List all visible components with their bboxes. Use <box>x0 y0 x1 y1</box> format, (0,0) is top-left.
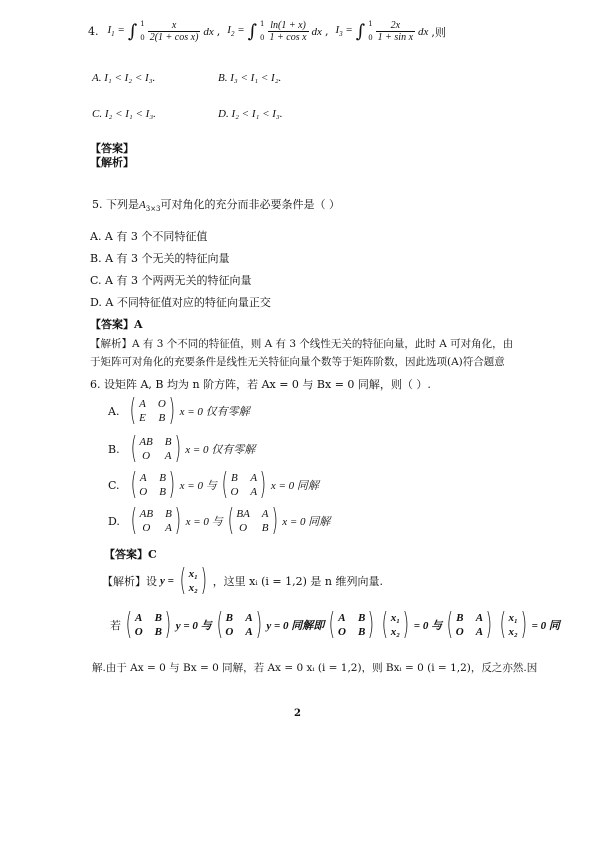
q6-option-d[interactable] <box>108 503 331 538</box>
q6-line2-t4: = 0 同 <box>531 620 560 632</box>
q6-option-d-mid: x = 0 与 <box>185 516 223 528</box>
vector: ( x₁ x₂ ) <box>381 607 410 642</box>
vector: ( x₁ x₂ ) <box>499 607 527 642</box>
q4-i1-limits: 1 0 <box>140 20 145 42</box>
q4-i2-limits: 1 0 <box>260 20 265 42</box>
q5-option-c[interactable]: C. A 有 3 个两两无关的特征向量 <box>90 274 252 287</box>
q4-answer: 【答案】 <box>90 142 134 155</box>
q6-option-b-label: B. <box>108 442 120 456</box>
q4-i1-sub: 1 <box>111 30 115 39</box>
q5-analysis-line1: 【解析】A 有 3 个不同的特征值，则 A 有 3 个线性无关的特征向量，此时 A 可对角化，由 <box>90 338 514 350</box>
q5-matrix-symbol: A <box>139 199 146 211</box>
q5-option-d[interactable]: D. A 不同特征值对应的特征向量正交 <box>90 296 271 309</box>
vector: ( x₁ x₂ ) <box>179 563 208 598</box>
matrix: ( A B O B ) <box>125 607 172 642</box>
q5-answer: 【答案】A <box>90 318 143 331</box>
q4-i3-limits: 1 0 <box>368 20 373 42</box>
q6-option-a-label: A. <box>108 404 120 418</box>
q4-number: 4. <box>88 25 99 38</box>
q6-line2-pre: 若 <box>110 619 121 632</box>
matrix: ( B A O A ) <box>216 607 262 642</box>
q5-option-b[interactable]: B. A 有 3 个无关的特征向量 <box>90 252 230 265</box>
q4-i3-label: I <box>335 24 340 37</box>
q4-option-d[interactable]: D. I₂ < I₁ < I₃. <box>218 108 283 120</box>
q4-i2-sub: 2 <box>230 30 235 39</box>
q6-line2-t1: y = 0 与 <box>175 620 212 632</box>
matrix: ( A B O B ) <box>130 467 176 502</box>
q5-stem-post: 可对角化的充分而非必要条件是（ ） <box>160 198 341 211</box>
q4-i1-fraction: $\frac{x}{\text{2(1 + cos x)}}$ <box>149 20 199 43</box>
integral-sign: ∫ <box>127 21 138 42</box>
q6-analysis-post: ，这里 xᵢ (i = 1,2) 是 n 维列向量. <box>212 575 383 588</box>
matrix: ( AB B O A ) <box>130 503 181 538</box>
page-number: 2 <box>294 708 301 719</box>
q4-analysis: 【解析】 <box>90 156 134 169</box>
q4-i1-label: I <box>107 24 112 37</box>
q6-option-a-text: x = 0 仅有零解 <box>179 406 250 418</box>
q6-option-a[interactable] <box>108 393 250 428</box>
q4-option-c[interactable]: C. I₂ < I₁ < I₃. <box>92 108 156 120</box>
q6-option-c[interactable] <box>108 467 319 502</box>
q5-analysis-line2: 于矩阵可对角化的充要条件是线性无关特征向量个数等于矩阵阶数，因此选项(A)符合题意 <box>90 356 505 368</box>
q6-stem: 6. 设矩阵 A, B 均为 n 阶方阵，若 Ax = 0 与 Bx = 0 同解，则（ ）. <box>90 378 431 391</box>
q6-line2-t2: y = 0 同解即 <box>266 620 325 632</box>
q4-i3-sub: 3 <box>339 30 343 39</box>
q6-option-c-text: x = 0 同解 <box>270 480 319 492</box>
q6-line2-t3: = 0 与 <box>413 620 443 632</box>
q4-option-b[interactable]: B. I₃ < I₁ < I₂. <box>218 72 282 84</box>
integral-sign: ∫ <box>247 21 258 42</box>
q6-analysis-line1 <box>102 563 383 598</box>
q4-i3-fraction: $\frac{2x}{\text{1 + sin x}}$ <box>377 20 414 43</box>
q5-option-a[interactable]: A. A 有 3 个不同特征值 <box>90 230 208 243</box>
matrix: ( BA A O B ) <box>227 503 278 538</box>
q4-i2-fraction: $\frac{\ln(1 + x)}{\text{1 + cos x}}$ <box>269 20 307 43</box>
q6-option-d-text: x = 0 同解 <box>282 516 331 528</box>
matrix: ( A O E B ) <box>130 393 175 428</box>
q4-i3-dx: dx <box>418 25 429 38</box>
q4-i2-dx: dx <box>311 25 322 38</box>
q5-matrix-order: 3×3 <box>145 205 161 214</box>
q4-then: ,则 <box>431 25 446 39</box>
q6-analysis-pre: 【解析】设 <box>102 575 157 588</box>
matrix: ( A B O B ) <box>328 607 375 642</box>
q4-stem: 4. $I_1$ = ∫ 1 0 $\frac{x}{\text{2(1 + cos x)}}$ dx , $I_2$ = ∫ 1 0 $\frac{\ln(1 + x)}{\text{1 + cos x}}$ dx , $I_3$ = ∫ 1 0 $\frac{2x}{\text{1 + sin x}}$ dx ,则 <box>88 20 446 43</box>
q4-option-a[interactable]: A. I₁ < I₂ < I₃. <box>92 72 156 84</box>
matrix: ( AB B O A ) <box>130 431 181 466</box>
q6-option-c-label: C. <box>108 478 120 492</box>
q4-i1-dx: dx <box>203 25 214 38</box>
q6-analysis-line3: 解.由于 Ax = 0 与 Bx = 0 同解，若 Ax = 0 xᵢ (i = 1,2)，则 Bxᵢ = 0 (i = 1,2)，反之亦然.因 <box>92 662 538 674</box>
q5-stem-pre: 5. 下列是 <box>92 198 139 211</box>
matrix: ( B A O A ) <box>221 467 267 502</box>
q6-option-b-text: x = 0 仅有零解 <box>185 444 256 456</box>
q6-answer: 【答案】C <box>104 548 157 561</box>
q6-y-eq: y = <box>160 575 174 587</box>
q6-option-b[interactable] <box>108 431 256 466</box>
q6-option-d-label: D. <box>108 514 120 528</box>
q4-i2-label: I <box>227 24 231 37</box>
q5-stem <box>92 196 340 213</box>
q6-option-c-mid: x = 0 与 <box>179 480 217 492</box>
q6-analysis-line2 <box>110 607 560 642</box>
matrix: ( B A O A ) <box>446 607 493 642</box>
integral-sign: ∫ <box>355 21 366 42</box>
